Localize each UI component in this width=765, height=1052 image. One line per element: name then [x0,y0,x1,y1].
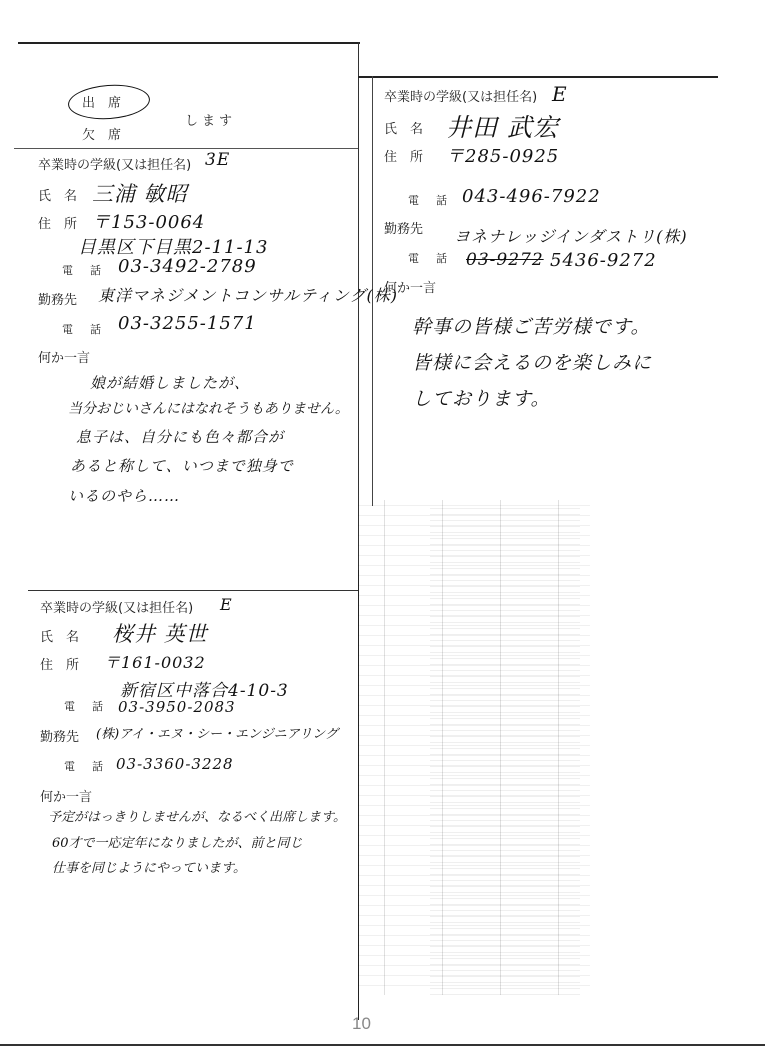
comment-line: しております。 [412,388,551,410]
page-bottom-line [0,1044,765,1046]
comment-line: あると称して、いつまで独身で [70,457,294,475]
name-label: 氏 名 [40,630,80,645]
work-phone-value: 03-3360-3228 [116,755,234,773]
address-value: 目黒区下目黒2-11-13 [78,237,269,258]
attendance-divider [14,148,358,149]
comment-line: 息子は、自分にも色々都合が [76,428,285,446]
card1-right-border [358,42,359,572]
name-value: 井田 武宏 [446,113,559,142]
work-phone-label: 電 話 [62,323,104,336]
name-value: 桜井 英世 [112,622,208,646]
comment-line: 予定がはっきりしませんが、なるべく出席します。 [48,810,346,825]
comment-line: 60才で一応定年になりましたが、前と同じ [52,836,303,851]
postal-code: 〒161-0032 [104,653,206,672]
work-phone-value: 03-3255-1571 [118,313,257,334]
scanned-table-noise [430,505,580,995]
comment-line: 娘が結婚しましたが、 [90,374,251,392]
comment-line: 仕事を同じようにやっています。 [52,861,246,876]
address-label: 住 所 [38,217,78,232]
name-value: 三浦 敏昭 [92,182,188,206]
class-label: 卒業時の学級(又は担任名) [384,90,538,105]
work-value: (株)アイ・エヌ・シー・エンジニアリング [96,727,338,742]
attendance-present: 出 席 [82,96,122,111]
comment-label: 何か一言 [38,351,91,366]
address-label: 住 所 [40,658,80,673]
comment-line: 皆様に会えるのを楽しみに [412,352,653,374]
work-phone-label: 電 話 [64,760,106,773]
work-phone-value: 5436-9272 [550,250,657,271]
work-phone-struck: 03-9272 [466,250,544,270]
work-value: ヨネナレッジインダストリ(株) [454,227,688,246]
phone-label: 電 話 [62,264,104,277]
work-value: 東洋マネジメントコンサルティング(株) [98,286,398,305]
attendance-suffix: します [185,114,237,129]
comment-line: 当分おじいさんにはなれそうもありません。 [68,401,349,417]
phone-value: 043-496-7922 [462,186,601,207]
phone-value: 03-3492-2789 [118,256,257,277]
class-label: 卒業時の学級(又は担任名) [40,601,194,616]
class-value: E [552,82,568,106]
work-label: 勤務先 [38,293,78,308]
phone-label: 電 話 [408,194,450,207]
class-value: 3E [205,150,231,170]
attendance-absent: 欠 席 [82,128,122,143]
class-value: E [220,595,233,614]
work-label: 勤務先 [40,730,80,745]
class-label: 卒業時の学級(又は担任名) [38,158,192,173]
name-label: 氏 名 [38,189,78,204]
card3-top-line [28,590,358,591]
comment-line: 幹事の皆様ご苦労様です。 [412,316,651,338]
comment-label: 何か一言 [40,790,93,805]
phone-value: 03-3950-2083 [118,698,236,716]
card2-top-line [358,76,718,78]
phone-label: 電 話 [64,700,106,713]
postal-code: 〒153-0064 [92,212,206,233]
work-label: 勤務先 [384,222,424,237]
comment-line: いるのやら…… [68,487,181,505]
address-value: 新宿区中落合4-10-3 [120,681,289,701]
postal-code: 〒285-0925 [446,146,560,167]
page-number: 10 [352,1014,371,1033]
comment-label: 何か一言 [384,281,437,296]
top-edge-line [18,42,360,44]
work-phone-label: 電 話 [408,252,450,265]
name-label: 氏 名 [384,122,424,137]
address-label: 住 所 [384,150,424,165]
